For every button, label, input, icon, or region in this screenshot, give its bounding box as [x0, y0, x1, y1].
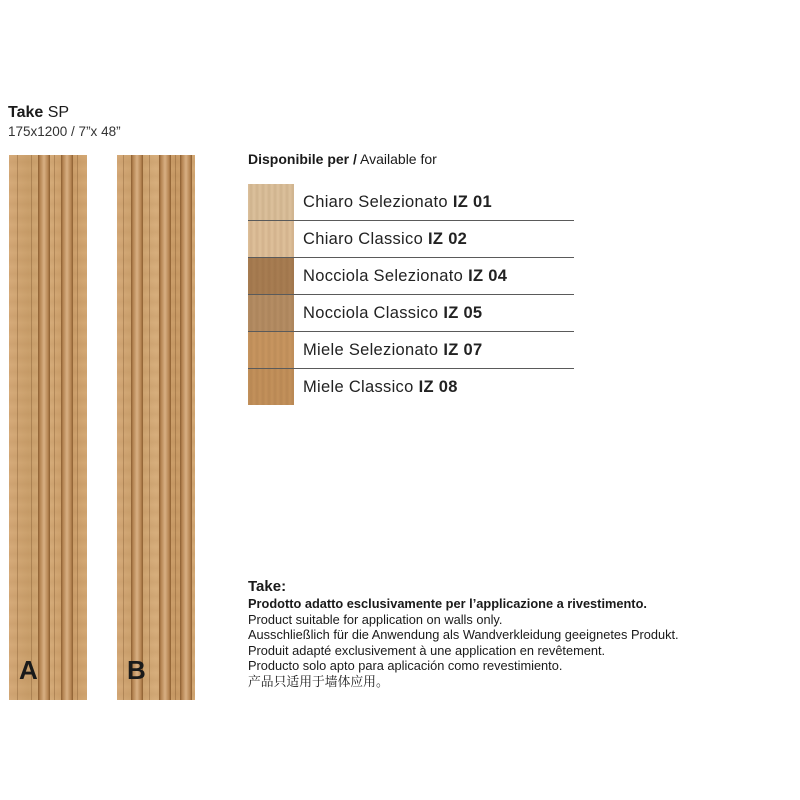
finish-swatch [248, 332, 294, 368]
availability-heading [248, 151, 437, 167]
finish-row [248, 221, 574, 258]
usage-notes [248, 578, 679, 689]
finish-list [248, 184, 574, 405]
finish-row [248, 184, 574, 221]
finish-code: IZ 05 [443, 304, 483, 322]
finish-swatch [248, 258, 294, 294]
usage-note-es: Producto solo apto para aplicación como revestimiento. [248, 658, 563, 673]
finish-swatch [248, 369, 294, 405]
finish-code: IZ 08 [418, 378, 458, 396]
usage-note-it: Prodotto adatto esclusivamente per l’applicazione a rivestimento. [248, 596, 647, 611]
finish-swatch [248, 295, 294, 331]
finish-code: IZ 01 [452, 193, 492, 211]
product-title-bold: Take [8, 104, 44, 121]
product-title [8, 103, 69, 122]
finish-row [248, 258, 574, 295]
finish-name: Chiaro Classico [303, 230, 424, 248]
finish-name: Miele Classico [303, 378, 414, 396]
finish-code: IZ 04 [468, 267, 508, 285]
finish-label [303, 341, 482, 360]
finish-label [303, 193, 492, 212]
plank-b-label: B [127, 655, 146, 685]
plank-b-image [117, 155, 195, 700]
usage-note-zh: 产品只适用于墙体应用。 [248, 673, 389, 689]
finish-name: Nocciola Selezionato [303, 267, 464, 285]
finish-swatch [248, 184, 294, 220]
product-title-rest: SP [47, 104, 70, 121]
usage-note-en: Product suitable for application on walls only. [248, 611, 503, 627]
finish-name: Miele Selezionato [303, 341, 439, 359]
availability-heading-it: Disponibile per / [248, 151, 357, 167]
finish-name: Chiaro Selezionato [303, 193, 448, 211]
availability-heading-en: Available for [360, 151, 437, 167]
usage-note-fr: Produit adapté exclusivement à une application en revêtement. [248, 642, 606, 658]
product-dimensions: 175x1200 / 7”x 48” [8, 124, 121, 139]
finish-row [248, 332, 574, 369]
plank-a-image [9, 155, 87, 700]
finish-label [303, 304, 482, 323]
usage-note-de: Ausschließlich für die Anwendung als Wandverkleidung geeignetes Produkt. [248, 627, 679, 642]
finish-label [303, 230, 467, 249]
finish-row [248, 369, 574, 405]
finish-name: Nocciola Classico [303, 304, 439, 322]
finish-code: IZ 07 [443, 341, 483, 359]
plank-a-label: A [19, 655, 38, 685]
finish-row [248, 295, 574, 332]
finish-code: IZ 02 [428, 230, 468, 248]
finish-swatch [248, 221, 294, 257]
finish-label [303, 267, 507, 286]
finish-label [303, 378, 458, 397]
usage-heading: Take: [248, 578, 287, 595]
